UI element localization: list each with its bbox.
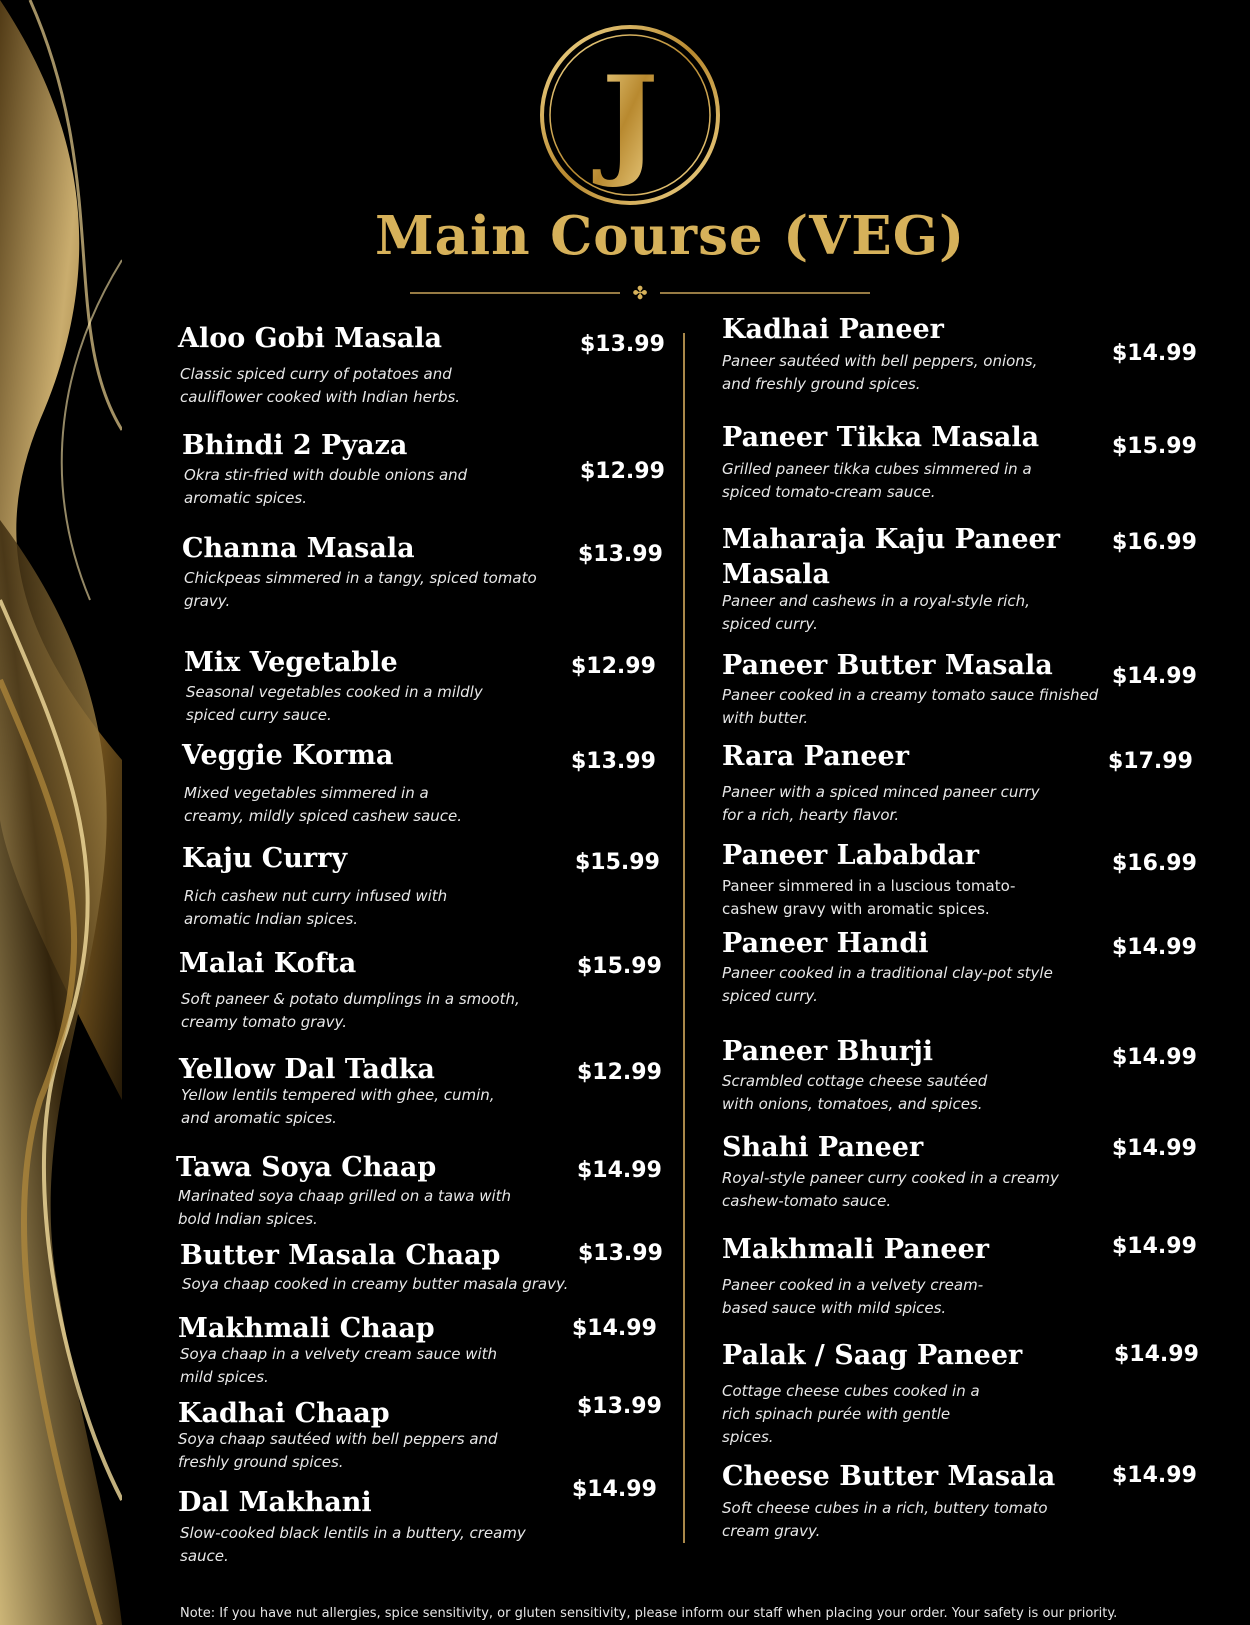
item-description: Yellow lentils tempered with ghee, cumin, and aromatic spices. (181, 1086, 495, 1127)
item-name: Paneer Bhurji (722, 1036, 934, 1067)
item-description: Soya chaap sautéed with bell peppers and freshly ground spices. (178, 1430, 498, 1471)
column-divider (683, 333, 685, 1543)
item-price: $14.99 (572, 1316, 657, 1341)
item-name: Butter Masala Chaap (180, 1240, 501, 1271)
item-description: Mixed vegetables simmered in a creamy, mildly spiced cashew sauce. (184, 784, 463, 825)
logo-letter: J (601, 50, 659, 191)
item-description: Soft cheese cubes in a rich, buttery tomato cream gravy. (722, 1499, 1048, 1540)
item-name: Mix Vegetable (184, 647, 398, 678)
item-name: Makhmali Paneer (722, 1234, 989, 1265)
item-price: $14.99 (572, 1477, 657, 1502)
item-description: Soft paneer & potato dumplings in a smooth, creamy tomato gravy. (181, 990, 520, 1031)
item-name: Maharaja Kaju Paneer Masala (722, 524, 1060, 590)
item-price: $14.99 (577, 1158, 662, 1183)
item-description: Paneer cooked in a creamy tomato sauce finished with butter. (722, 686, 1099, 727)
item-description: Paneer and cashews in a royal-style rich, spiced curry. (722, 592, 1030, 633)
item-name: Channa Masala (182, 533, 415, 564)
item-name: Malai Kofta (179, 948, 357, 979)
item-name: Kadhai Paneer (722, 314, 944, 345)
item-name: Kaju Curry (182, 843, 348, 874)
item-description: Okra stir-fried with double onions and aromatic spices. (184, 466, 468, 507)
item-description: Scrambled cottage cheese sautéed with onions, tomatoes, and spices. (722, 1072, 988, 1113)
allergy-note: Note: If you have nut allergies, spice sensitivity, or gluten sensitivity, please inform our staff when placing your order. Your safety is our priority. (180, 1606, 1118, 1621)
svg-text:✤: ✤ (632, 285, 648, 301)
item-description: Cottage cheese cubes cooked in a rich spinach purée with gentle spices. (722, 1382, 980, 1446)
item-name: Palak / Saag Paneer (722, 1340, 1023, 1371)
item-name: Paneer Tikka Masala (722, 422, 1040, 453)
restaurant-logo (537, 22, 723, 208)
item-price: $16.99 (1112, 530, 1197, 555)
item-price: $15.99 (577, 954, 662, 979)
item-name: Rara Paneer (722, 741, 909, 772)
item-description: Slow-cooked black lentils in a buttery, creamy sauce. (180, 1524, 526, 1565)
item-name: Yellow Dal Tadka (179, 1054, 435, 1085)
item-price: $13.99 (578, 1241, 663, 1266)
item-description: Paneer with a spiced minced paneer curry for a rich, hearty flavor. (722, 783, 1040, 824)
item-name: Dal Makhani (178, 1487, 372, 1518)
item-description: Paneer sautéed with bell peppers, onions, and freshly ground spices. (722, 352, 1038, 393)
item-description: Chickpeas simmered in a tangy, spiced tomato gravy. (184, 569, 537, 610)
title-divider (410, 285, 870, 301)
item-price: $13.99 (571, 749, 656, 774)
page-title: Main Course (VEG) (374, 205, 966, 267)
item-price: $17.99 (1108, 749, 1193, 774)
item-name: Paneer Lababdar (722, 840, 980, 871)
item-price: $15.99 (575, 850, 660, 875)
item-price: $12.99 (580, 459, 665, 484)
item-name: Bhindi 2 Pyaza (182, 430, 408, 461)
item-price: $13.99 (577, 1394, 662, 1419)
item-description: Paneer cooked in a traditional clay-pot style spiced curry. (722, 964, 1053, 1005)
item-name: Tawa Soya Chaap (176, 1152, 437, 1183)
item-price: $14.99 (1112, 1234, 1197, 1259)
item-price: $14.99 (1112, 664, 1197, 689)
item-price: $16.99 (1112, 851, 1197, 876)
item-price: $14.99 (1112, 1136, 1197, 1161)
item-description: Paneer simmered in a luscious tomato-cashew gravy with aromatic spices. (722, 877, 1016, 918)
item-price: $14.99 (1112, 1045, 1197, 1070)
item-price: $13.99 (580, 332, 665, 357)
item-name: Cheese Butter Masala (722, 1461, 1056, 1492)
item-name: Shahi Paneer (722, 1132, 924, 1163)
item-name: Paneer Handi (722, 928, 929, 959)
item-description: Soya chaap in a velvety cream sauce with mild spices. (180, 1345, 498, 1386)
item-description: Seasonal vegetables cooked in a mildly spiced curry sauce. (186, 683, 483, 724)
item-name: Paneer Butter Masala (722, 650, 1053, 681)
item-price: $14.99 (1112, 1463, 1197, 1488)
item-price: $12.99 (577, 1060, 662, 1085)
item-price: $14.99 (1114, 1342, 1199, 1367)
item-name: Veggie Korma (182, 740, 394, 771)
item-price: $15.99 (1112, 434, 1197, 459)
item-description: Royal-style paneer curry cooked in a creamy cashew-tomato sauce. (722, 1169, 1059, 1210)
item-description: Classic spiced curry of potatoes and cauliflower cooked with Indian herbs. (180, 365, 461, 406)
item-name: Makhmali Chaap (178, 1313, 435, 1344)
item-price: $14.99 (1112, 341, 1197, 366)
item-description: Grilled paneer tikka cubes simmered in a spiced tomato-cream sauce. (722, 460, 1032, 501)
item-description: Rich cashew nut curry infused with aromatic Indian spices. (184, 887, 448, 928)
item-description: Soya chaap cooked in creamy butter masala gravy. (182, 1275, 569, 1293)
item-name: Aloo Gobi Masala (178, 323, 443, 354)
item-description: Marinated soya chaap grilled on a tawa with bold Indian spices. (178, 1187, 512, 1228)
item-description: Paneer cooked in a velvety cream-based sauce with mild spices. (722, 1276, 984, 1317)
item-price: $14.99 (1112, 935, 1197, 960)
item-price: $12.99 (571, 654, 656, 679)
item-price: $13.99 (578, 542, 663, 567)
item-name: Kadhai Chaap (178, 1398, 390, 1429)
